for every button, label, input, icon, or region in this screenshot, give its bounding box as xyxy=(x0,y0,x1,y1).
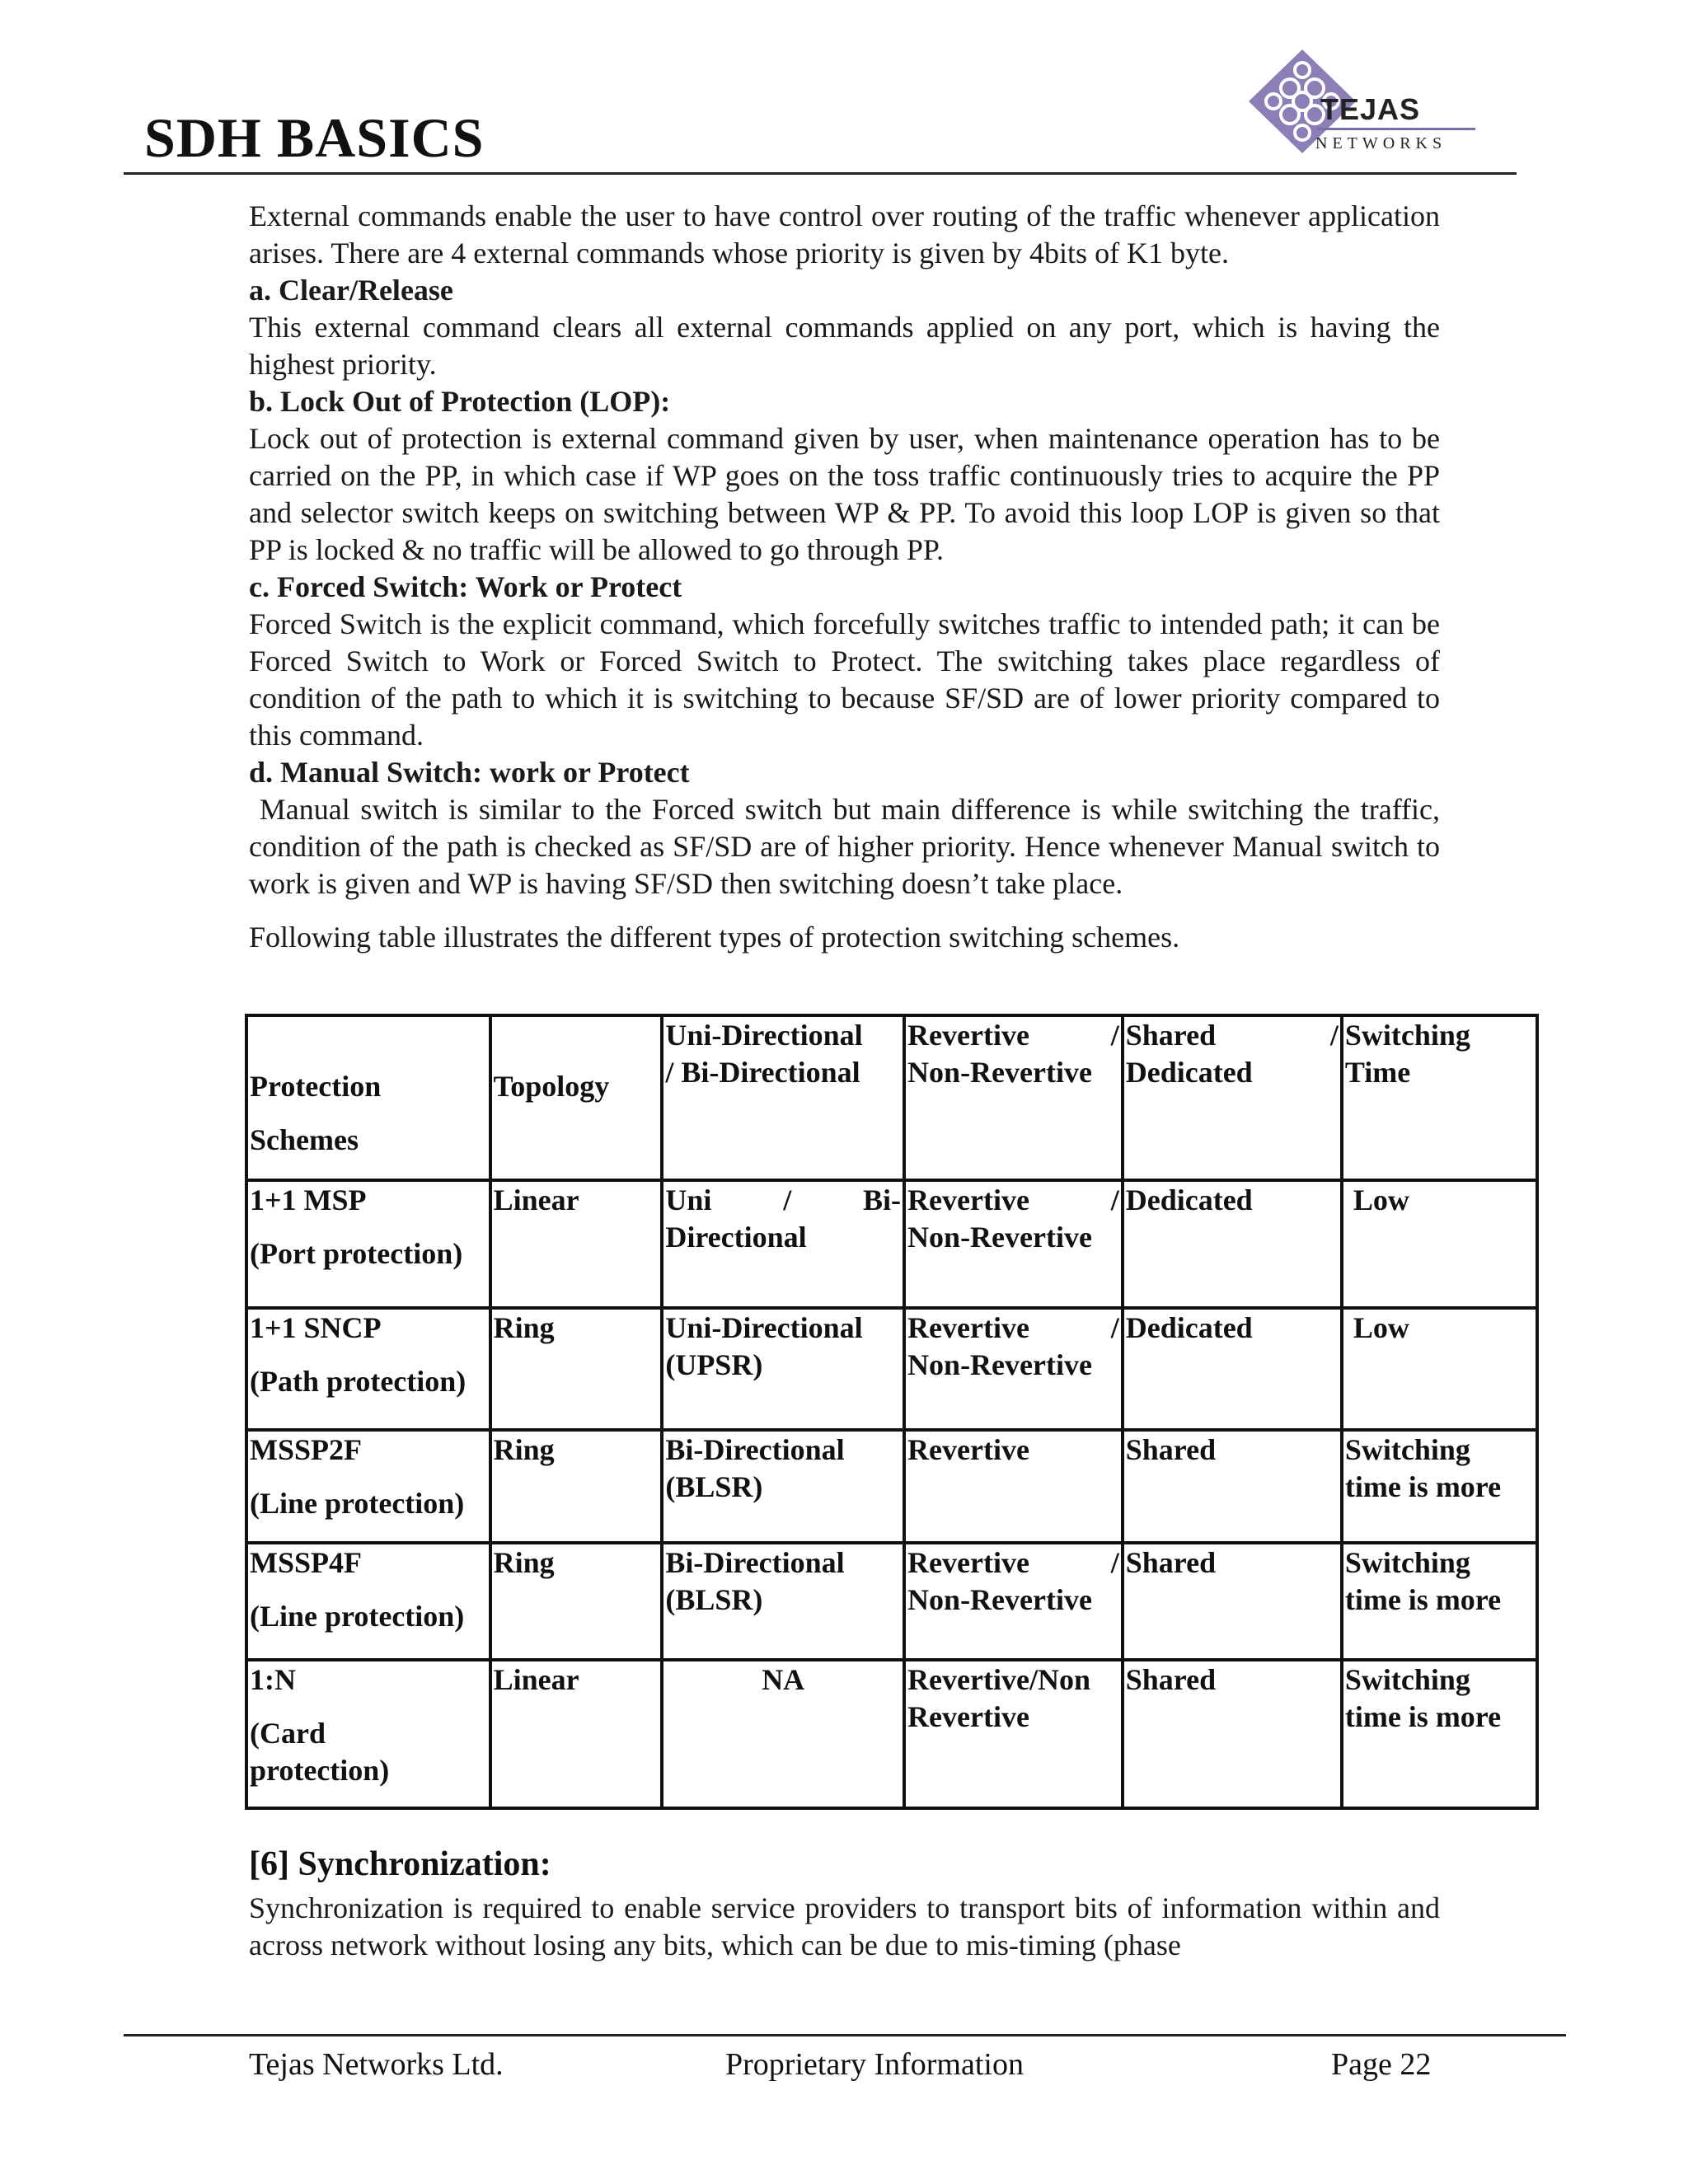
table-row xyxy=(246,1180,1537,1308)
command-paragraph: Lock out of protection is external command given by user, when maintenance operation has to be carried on the PP, in which case if WP goes on the toss traffic continuously tries to acquire the PP and selector switch keeps on switching between WP & PP. To avoid this loop LOP is given so that PP is locked & no traffic will be allowed to go through PP. xyxy=(249,422,1440,566)
scheme-cell: MSSP2F (Line protection) xyxy=(246,1430,490,1543)
revertive-cell: Revertive/Non Revertive xyxy=(904,1660,1123,1808)
direction-cell: Bi-Directional (BLSR) xyxy=(662,1430,904,1543)
shared-cell: Shared xyxy=(1123,1543,1342,1660)
shared-cell: Shared xyxy=(1123,1660,1342,1808)
table-row xyxy=(246,1308,1537,1430)
table-row xyxy=(246,1430,1537,1543)
command-heading: b. Lock Out of Protection (LOP): xyxy=(249,385,671,418)
intro-paragraph: External commands enable the user to have control over routing of the traffic whenever application arises. There are 4 external commands whose priority is given by 4bits of K1 byte. xyxy=(249,199,1440,269)
direction-cell: Bi-Directional (BLSR) xyxy=(662,1543,904,1660)
footer-rule xyxy=(124,2034,1566,2036)
shared-cell: Shared xyxy=(1123,1430,1342,1543)
page-number: Page 22 xyxy=(1331,2047,1432,2082)
topology-cell: Ring xyxy=(490,1430,663,1543)
page-title: SDH BASICS xyxy=(144,106,485,169)
footer-company: Tejas Networks Ltd. xyxy=(249,2047,504,2082)
header-direction: Uni-Directional / Bi-Directional xyxy=(662,1015,904,1180)
logo-divider xyxy=(1317,128,1475,130)
switching-time-cell: Switching time is more xyxy=(1342,1660,1537,1808)
command-heading: a. Clear/Release xyxy=(249,274,453,307)
command-paragraph: Forced Switch is the explicit command, which forcefully switches traffic to intended path; it can be Forced Switch to Work or Forced Switch to Protect. The switching takes place regardless of condition of the path to which it is switching to because SF/SD are of lower priority compared to this command. xyxy=(249,607,1440,752)
scheme-cell: 1:N (Card protection) xyxy=(246,1660,490,1808)
table-intro: Following table illustrates the different types of protection switching schemes. xyxy=(249,921,1180,954)
revertive-cell: Revertive / Non-Revertive xyxy=(904,1180,1123,1308)
scheme-cell: MSSP4F (Line protection) xyxy=(246,1543,490,1660)
topology-cell: Linear xyxy=(490,1180,663,1308)
header-protection-schemes: Protection Schemes xyxy=(246,1015,490,1180)
body-text xyxy=(249,198,1447,956)
footer-label: Proprietary Information xyxy=(725,2047,1024,2082)
header-revertive: Revertive / Non-Revertive xyxy=(904,1015,1123,1180)
command-heading: c. Forced Switch: Work or Protect xyxy=(249,570,682,603)
logo-name: TEJAS xyxy=(1320,92,1421,126)
direction-cell: NA xyxy=(662,1660,904,1808)
switching-time-cell: Low xyxy=(1342,1180,1537,1308)
revertive-cell: Revertive / Non-Revertive xyxy=(904,1543,1123,1660)
protection-schemes-table xyxy=(245,1014,1539,1810)
header-shared-dedicated: Shared / Dedicated xyxy=(1123,1015,1342,1180)
command-paragraph: Manual switch is similar to the Forced switch but main difference is while switching the traffic, condition of the path is checked as SF/SD are of higher priority. Hence whenever Manual switch to work is given and WP is having SF/SD then switching doesn’t take place. xyxy=(249,793,1447,900)
revertive-cell: Revertive / Non-Revertive xyxy=(904,1308,1123,1430)
switching-time-cell: Low xyxy=(1342,1308,1537,1430)
scheme-cell: 1+1 SNCP (Path protection) xyxy=(246,1308,490,1430)
direction-cell: Uni-Directional (UPSR) xyxy=(662,1308,904,1430)
command-heading: d. Manual Switch: work or Protect xyxy=(249,756,690,789)
header-switching-time: Switching Time xyxy=(1342,1015,1537,1180)
revertive-cell: Revertive xyxy=(904,1430,1123,1543)
logo-subtitle: NETWORKS xyxy=(1315,134,1447,152)
shared-cell: Dedicated xyxy=(1123,1308,1342,1430)
shared-cell: Dedicated xyxy=(1123,1180,1342,1308)
section-heading: [6] Synchronization: xyxy=(249,1845,551,1883)
scheme-cell: 1+1 MSP (Port protection) xyxy=(246,1180,490,1308)
table-row xyxy=(246,1660,1537,1808)
switching-time-cell: Switching time is more xyxy=(1342,1430,1537,1543)
topology-cell: Linear xyxy=(490,1660,663,1808)
command-paragraph: This external command clears all external commands applied on any port, which is having the highest priority. xyxy=(249,311,1440,381)
table-header-row xyxy=(246,1015,1537,1180)
switching-time-cell: Switching time is more xyxy=(1342,1543,1537,1660)
header-rule xyxy=(124,172,1517,175)
direction-cell: Uni / Bi- Directional xyxy=(662,1180,904,1308)
table-row xyxy=(246,1543,1537,1660)
topology-cell: Ring xyxy=(490,1308,663,1430)
header-topology: Topology xyxy=(490,1015,663,1180)
topology-cell: Ring xyxy=(490,1543,663,1660)
section-paragraph: Synchronization is required to enable service providers to transport bits of information within and across network without losing any bits, which can be due to mis-timing (phase xyxy=(249,1891,1440,1961)
